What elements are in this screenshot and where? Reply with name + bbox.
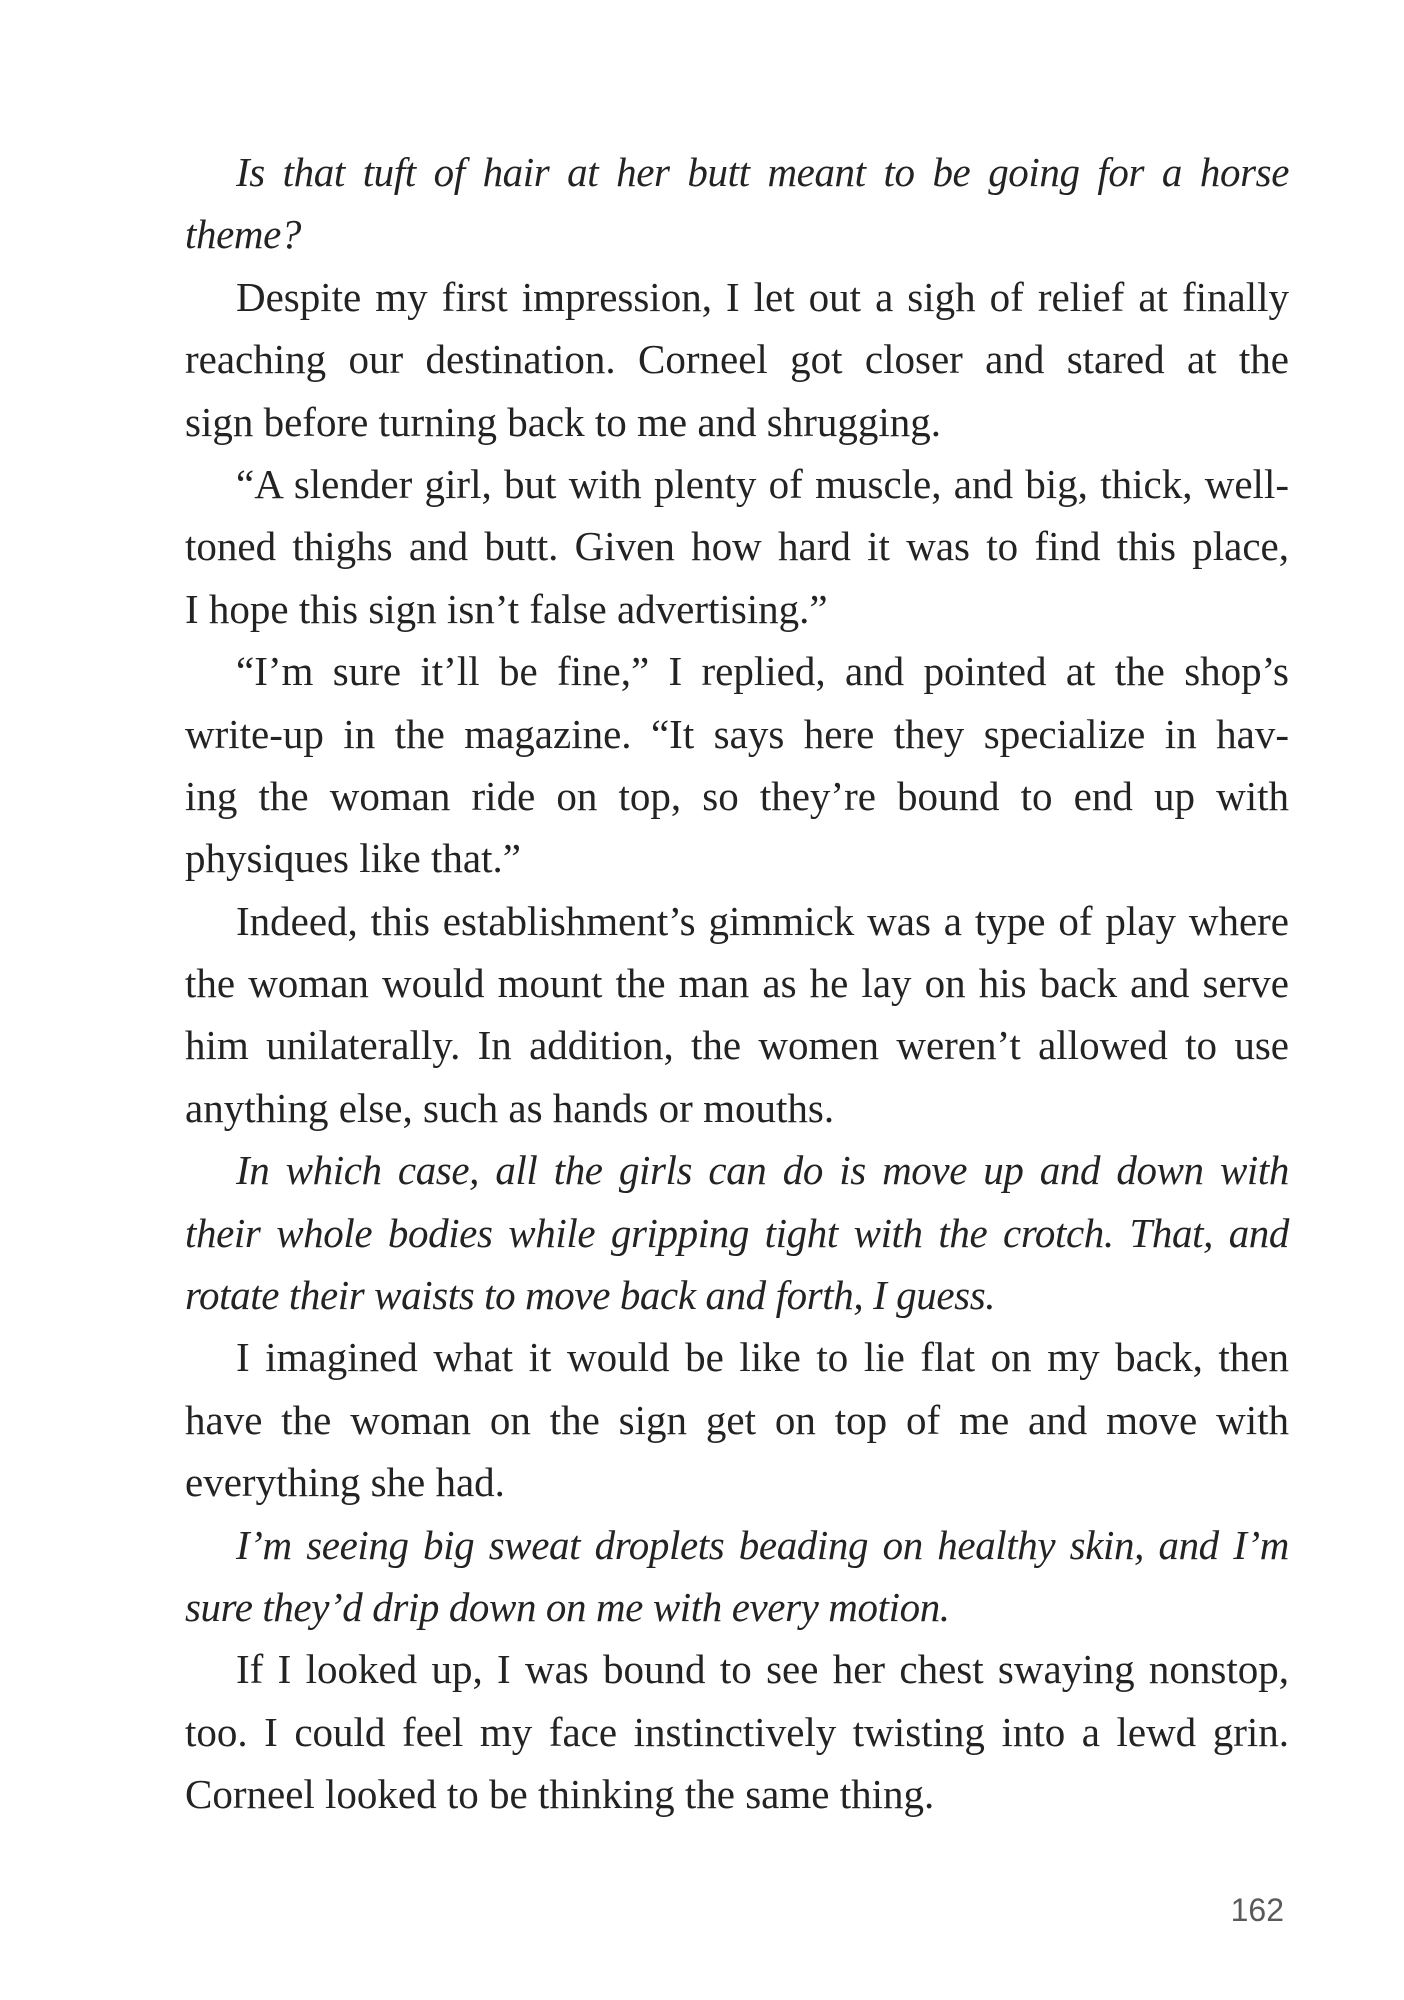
text-line: theme? (185, 211, 301, 258)
text-line: their whole bodies while gripping tight with the crotch. That, and (185, 1209, 1289, 1256)
body-text (185, 141, 1289, 1826)
text-line: him unilaterally. In addition, the women weren’t allowed to use (185, 1022, 1289, 1069)
text-line: Corneel looked to be thinking the same thing. (185, 1771, 935, 1818)
paragraph (185, 1326, 1289, 1513)
italic-paragraph (185, 141, 1289, 266)
text-line: physiques like that.” (185, 835, 521, 882)
text-line: Indeed, this establishment’s gimmick was a type of play where (236, 897, 1289, 944)
italic-paragraph (185, 1139, 1289, 1326)
text-line: reaching our destination. Corneel got closer and stared at the (185, 336, 1289, 383)
text-line: sure they’d drip down on me with every motion. (185, 1583, 950, 1630)
text-line: “I’m sure it’ll be fine,” I replied, and pointed at the shop’s (236, 648, 1289, 695)
text-line: Is that tuft of hair at her butt meant to be going for a horse (236, 149, 1289, 195)
page-number: 162 (1230, 1892, 1284, 1928)
text-line: everything she had. (185, 1459, 505, 1506)
text-line: have the woman on the sign get on top of me and move with (185, 1396, 1289, 1443)
text-line: In which case, all the girls can do is move up and down with (236, 1147, 1289, 1194)
text-line: If I looked up, I was bound to see her chest swaying nonstop, (236, 1646, 1289, 1693)
text-line: write-up in the magazine. “It says here they specialize in hav- (185, 710, 1289, 757)
text-line: Despite my first impression, I let out a sigh of relief at finally (236, 273, 1289, 320)
paragraph (185, 890, 1289, 1140)
text-line: sign before turning back to me and shrugging. (185, 398, 942, 445)
italic-paragraph (185, 1514, 1289, 1639)
text-line: I imagined what it would be like to lie flat on my back, then (236, 1334, 1289, 1381)
paragraph (185, 640, 1289, 890)
text-line: I hope this sign isn’t false advertising.” (185, 585, 828, 632)
text-line: the woman would mount the man as he lay on his back and serve (185, 960, 1289, 1007)
paragraph (185, 453, 1289, 640)
text-line: anything else, such as hands or mouths. (185, 1084, 835, 1131)
text-line: toned thighs and butt. Given how hard it was to find this place, (185, 523, 1289, 570)
text-line: “A slender girl, but with plenty of muscle, and big, thick, well- (236, 460, 1289, 507)
text-line: I’m seeing big sweat droplets beading on healthy skin, and I’m (236, 1521, 1289, 1568)
text-line: too. I could feel my face instinctively twisting into a lewd grin. (185, 1708, 1289, 1755)
text-line: rotate their waists to move back and forth, I guess. (185, 1272, 996, 1319)
paragraph (185, 1638, 1289, 1825)
text-line: ing the woman ride on top, so they’re bound to end up with (185, 772, 1289, 819)
paragraph (185, 266, 1289, 453)
